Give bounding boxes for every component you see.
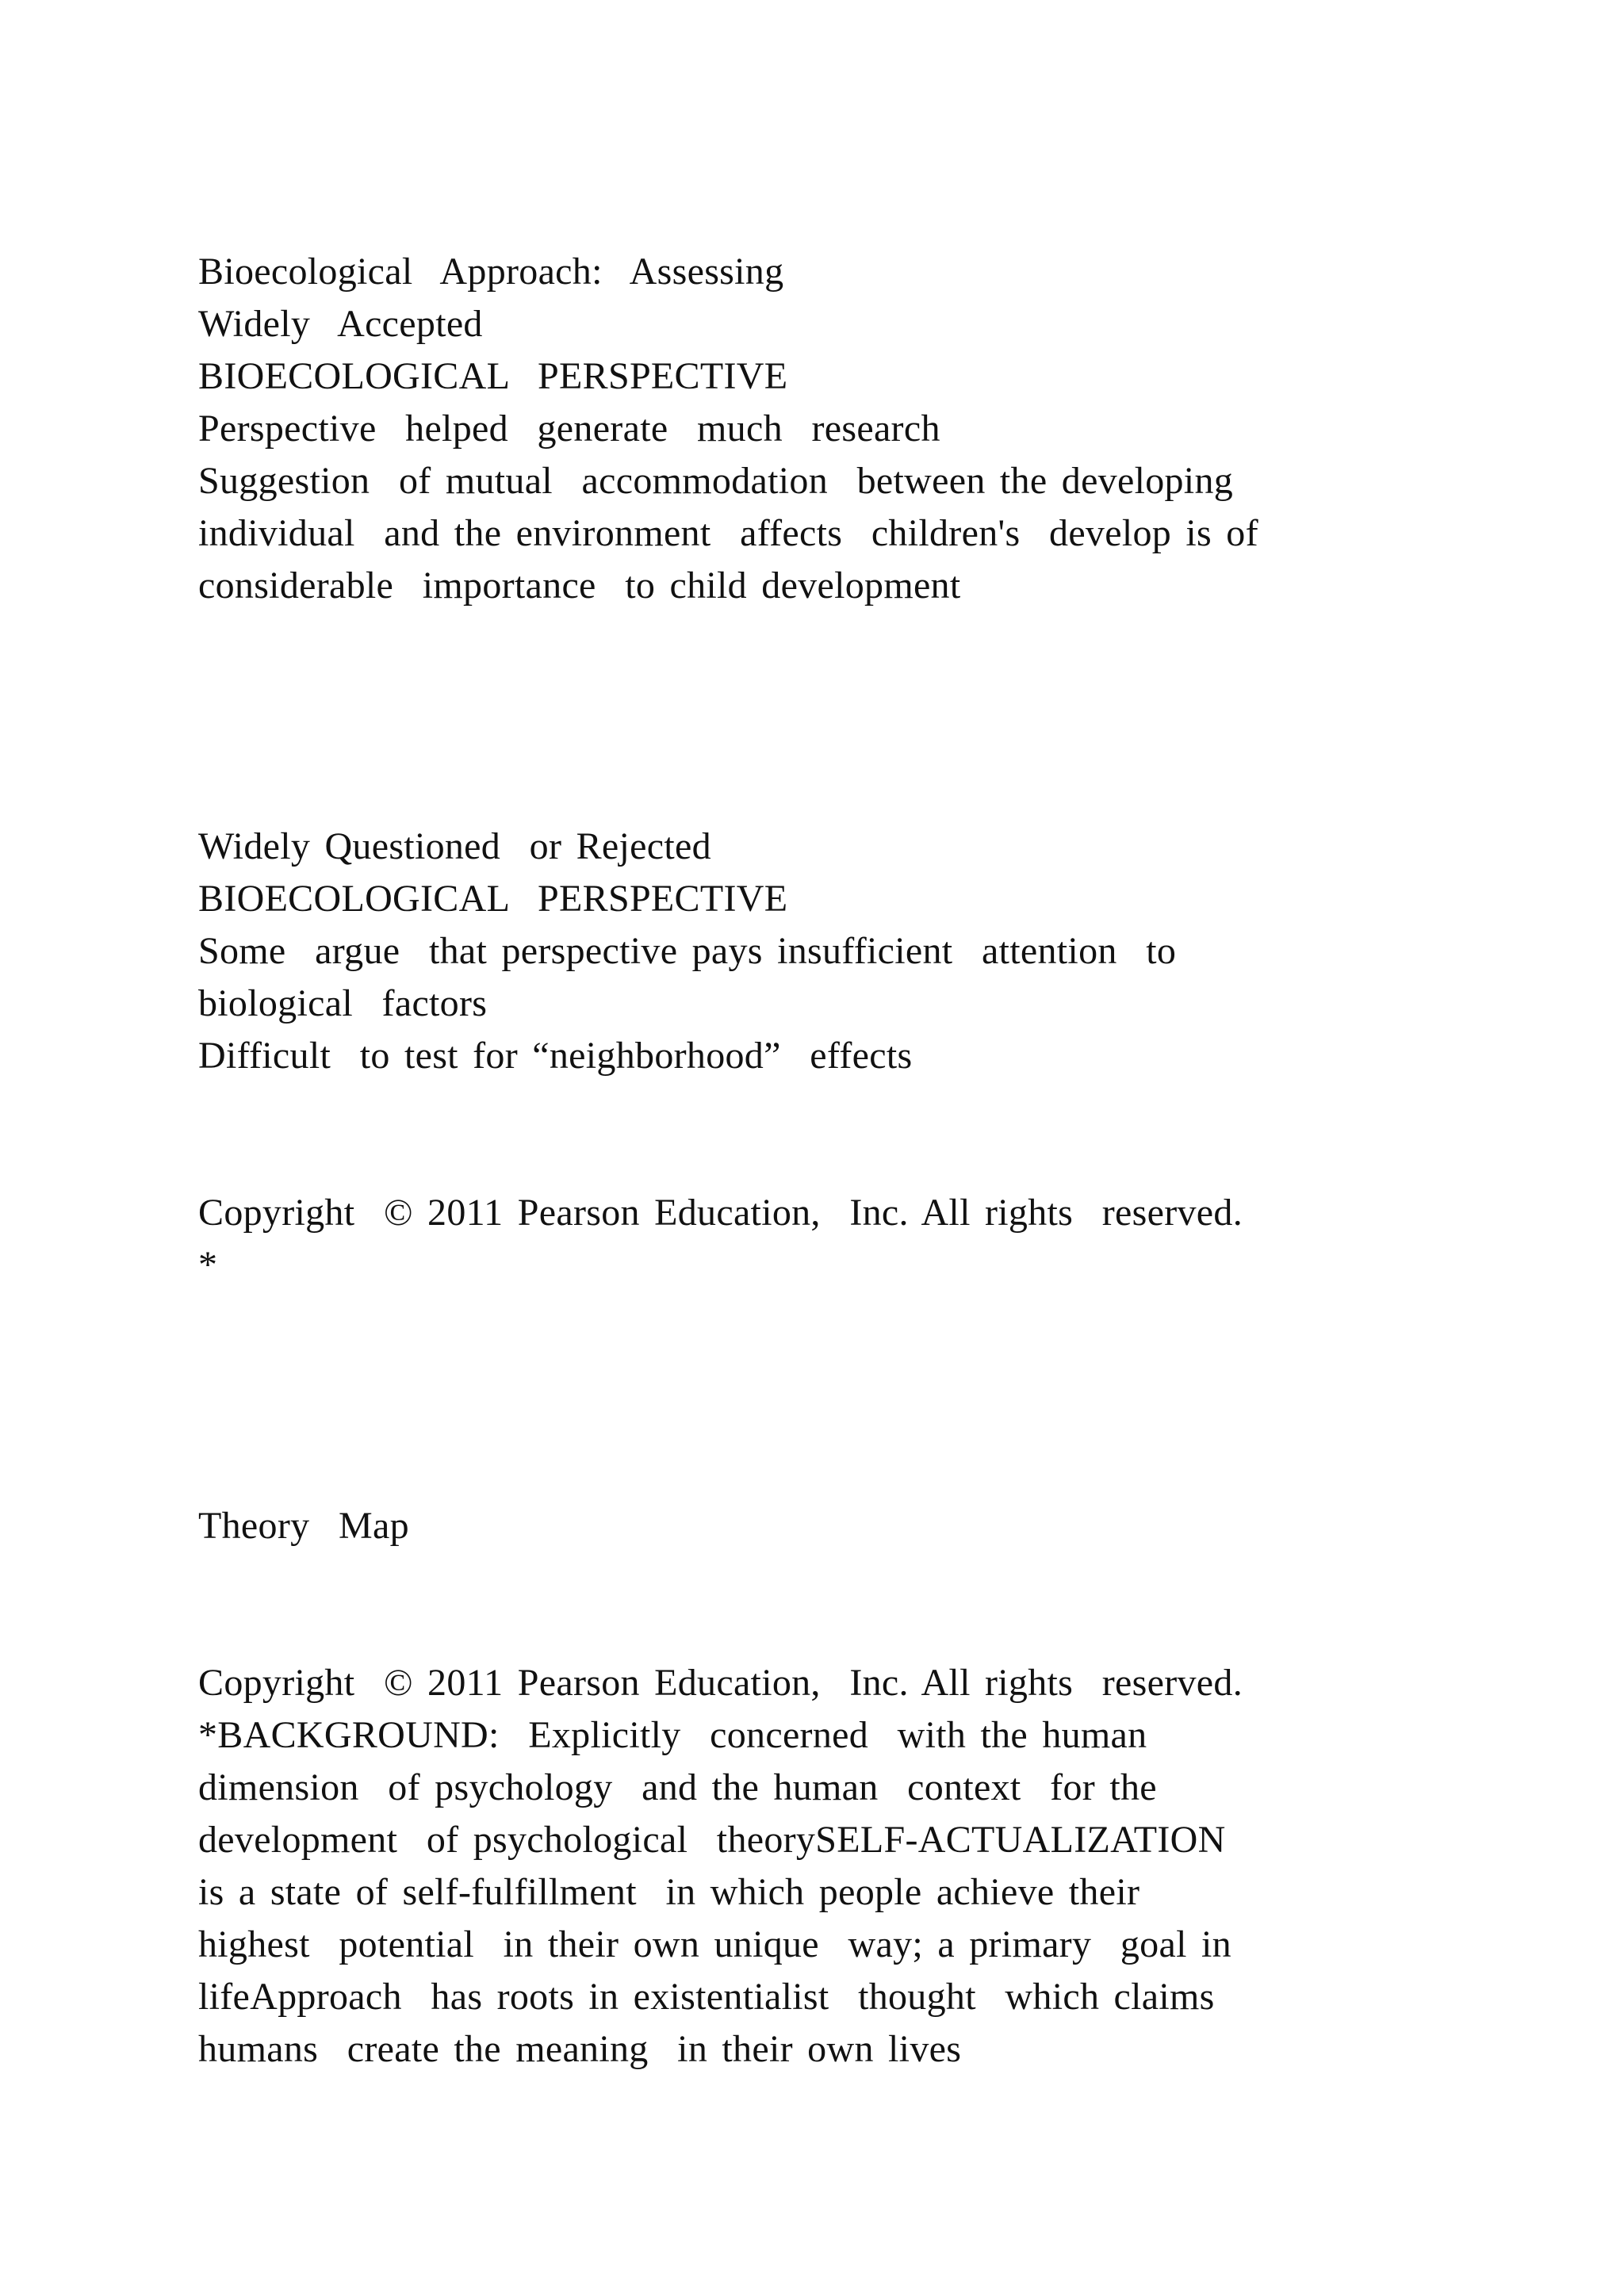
text-line: considerable importance to child development (198, 564, 961, 607)
slide-title: Bioecological Approach: Assessing (198, 251, 784, 293)
section-heading-accepted: Widely Accepted (198, 303, 483, 345)
text-line: dimension of psychology and the human context for the (198, 1766, 1157, 1808)
text-line: biological factors (198, 982, 488, 1024)
text-line: *BACKGROUND: Explicitly concerned with the human (198, 1714, 1147, 1756)
perspective-label: BIOECOLOGICAL PERSPECTIVE (198, 355, 788, 397)
text-line: is a state of self-fulfillment in which people achieve their (198, 1871, 1140, 1913)
perspective-label: BIOECOLOGICAL PERSPECTIVE (198, 878, 788, 920)
text-line: individual and the environment affects children's develop is of (198, 512, 1258, 554)
section-heading-theory-map: Theory Map (198, 1505, 409, 1547)
copyright-notice: Copyright © 2011 Pearson Education, Inc. All rights reserved. (198, 1662, 1243, 1704)
text-line: humans create the meaning in their own lives (198, 2028, 962, 2070)
text-line: Perspective helped generate much research (198, 408, 940, 450)
text-line: Difficult to test for “neighborhood” effects (198, 1035, 913, 1077)
asterisk-marker: * (198, 1244, 218, 1286)
section-heading-questioned: Widely Questioned or Rejected (198, 825, 711, 867)
text-line: Some argue that perspective pays insufficient attention to (198, 930, 1177, 972)
text-line: lifeApproach has roots in existentialist thought which claims (198, 1976, 1215, 2018)
text-line: highest potential in their own unique way; a primary goal in (198, 1923, 1231, 1965)
text-line: development of psychological theorySELF-ACTUALIZATION (198, 1819, 1226, 1861)
text-line: Suggestion of mutual accommodation between the developing (198, 460, 1234, 502)
copyright-notice: Copyright © 2011 Pearson Education, Inc. All rights reserved. (198, 1192, 1243, 1234)
